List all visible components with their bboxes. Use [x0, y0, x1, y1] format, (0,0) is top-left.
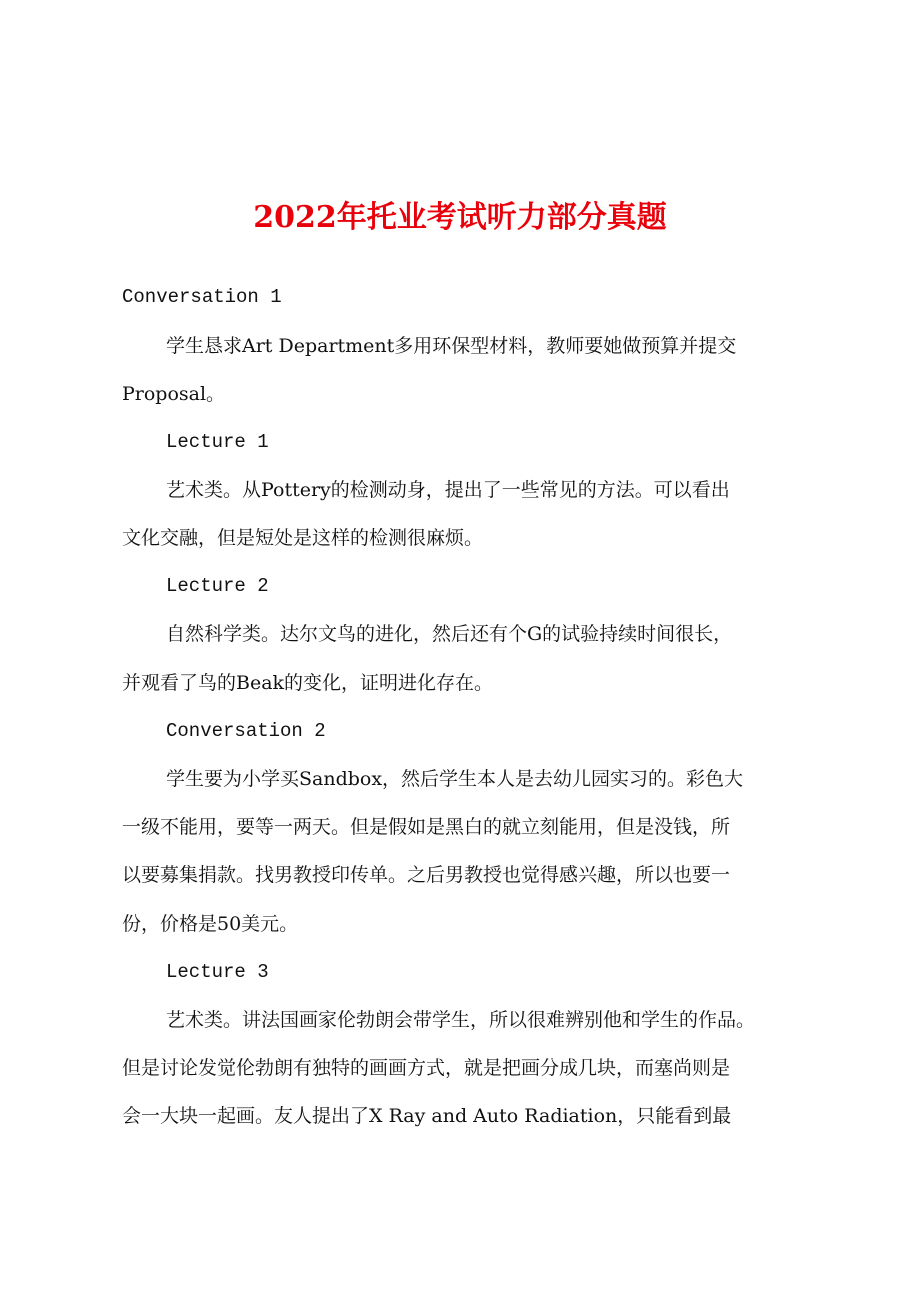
paragraph-line: 学生恳求Art Department多用环保型材料，教师要她做预算并提交 — [166, 335, 737, 357]
paragraph-line: 艺术类。讲法国画家伦勃朗会带学生，所以很难辨别他和学生的作品。 — [166, 1009, 756, 1031]
paragraph-line: 艺术类。从Pottery的检测动身，提出了一些常见的方法。可以看出 — [166, 479, 730, 501]
paragraph-line: 学生要为小学买Sandbox，然后学生本人是去幼儿园实习的。彩色大 — [166, 768, 744, 790]
paragraph-line: 但是讨论发觉伦勃朗有独特的画画方式，就是把画分成几块，而塞尚则是 — [122, 1057, 731, 1079]
section-heading-lecture-2: Lecture 2 — [166, 575, 269, 597]
paragraph-line: 以要募集捐款。找男教授印传单。之后男教授也觉得感兴趣，所以也要一 — [122, 864, 731, 886]
paragraph-line: Proposal。 — [122, 383, 226, 405]
paragraph-line: 文化交融，但是短处是这样的检测很麻烦。 — [122, 527, 484, 549]
paragraph-line: 自然科学类。达尔文鸟的进化，然后还有个G的试验持续时间很长， — [166, 623, 733, 645]
section-heading-conversation-2: Conversation 2 — [166, 720, 326, 742]
paragraph-line: 份，价格是50美元。 — [122, 913, 299, 935]
document-title: 2022年托业考试听力部分真题 — [253, 200, 667, 235]
section-heading-conversation-1: Conversation 1 — [122, 286, 282, 308]
section-heading-lecture-3: Lecture 3 — [166, 961, 269, 983]
paragraph-line: 一级不能用，要等一两天。但是假如是黑白的就立刻能用，但是没钱，所 — [122, 816, 731, 838]
paragraph-line: 会一大块一起画。友人提出了X Ray and Auto Radiation，只能看到最 — [122, 1105, 732, 1127]
paragraph-line: 并观看了鸟的Beak的变化，证明进化存在。 — [122, 672, 494, 694]
section-heading-lecture-1: Lecture 1 — [166, 431, 269, 453]
